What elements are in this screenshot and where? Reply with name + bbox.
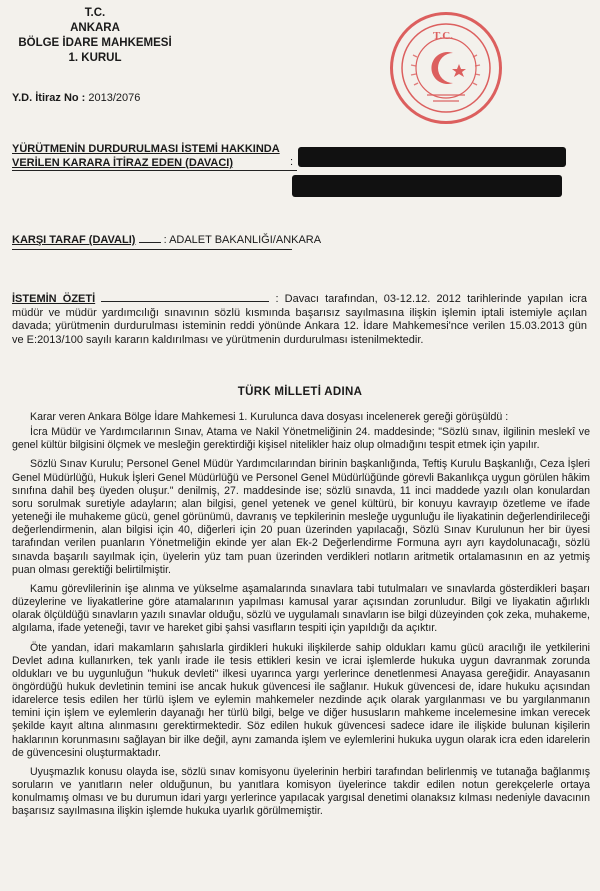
paragraph-dispute: Uyuşmazlık konusu olayda ise, sözlü sınav komisyonu üyelerinin herbiri tarafından belirlenmiş ve tutanağa bağlanmış soruların ve yanıtların neler olduğunun, bu yanıtlara komisyon üyelerince takdir edilen notun gerekçelerle ortaya konulmamış olması ve bu durumun idari yargı yerlerince yapılacak yargısal denetimi olanaksız kılması nedeniyle davacının başarısız sayılmasına ilişkin işlemde hukuka uyarlık görülmemiştir.: [12, 765, 590, 818]
respondent-label-rule: [139, 242, 161, 243]
summary-label-rule: [101, 301, 269, 302]
applicant-title-2: VERİLEN KARARA İTİRAZ EDEN (DAVACI): [12, 157, 234, 169]
decision-body: [12, 411, 590, 825]
respondent-label: KARŞI TARAF (DAVALI): [12, 234, 136, 246]
document-heading: TÜRK MİLLETİ ADINA: [237, 386, 363, 398]
summary-label: İSTEMİN ÖZETİ: [12, 293, 96, 305]
applicant-title-1: YÜRÜTMENİN DURDURULMASI İSTEMİ HAKKINDA: [12, 143, 280, 155]
paragraph-public-service: Kamu görevlilerinin işe alınma ve yükselme aşamalarında sınavlara tabi tutulmaları ve sınavlarda gösterdikleri başarı düzeylerine ve liyakatlerine göre atamalarının yapılması kamusal yarar açısından zorunludur. Bilgi ve liyakatin ağırlıklı olarak ölçüldüğü sınavların yazılı sınavlar olduğu, sözlü ve uygulamalı sınavların ise bilgi düzeyinden çok zeka, muhakeme, algılama, ifade yeteneği, tavır ve hareket gibi şahsi vasıfların tespiti için yapıldığı da açıktır.: [12, 582, 590, 635]
header-court: BÖLGE İDARE MAHKEMESİ: [18, 37, 172, 49]
redacted-address-block: [292, 175, 562, 197]
respondent-value: : ADALET BAKANLIĞI/ANKARA: [163, 234, 322, 246]
summary-text: : Davacı tarafından, 03-12.12. 2012 tarihlerinde yapılan icra müdür ve müdür yardımcılığı sınavının sözlü kısmında başarısız sayılmasına ilişkin işlemin iptali istemiyle açılan davada; yürütmenin durdurulması isteminin reddi yönünde Ankara 12. İdare Mahkemesi'nce verilen 15.03.2013 gün ve E:2013/100 sayılı kararın kaldırılması ve yürütmenin durdurulması istenilmektedir.: [12, 293, 587, 346]
header-city: ANKARA: [70, 22, 120, 34]
applicant-separator: :: [290, 156, 294, 168]
paragraph-regulation: İcra Müdür ve Yardımcılarının Sınav, Atama ve Nakil Yönetmeliğinin 24. maddesinde; "Sözlü sınav, ilgilinin meslekî ve genel kültür bilgisini ölçmek ve mesleğin gerektirdiği kişisel nitelikler haiz olup olmadığını tespit etmek için yapılır.: [12, 426, 590, 452]
applicant-underline: [12, 170, 297, 171]
redacted-name-block: [298, 147, 566, 167]
stamp-text: T.C.: [433, 30, 453, 42]
case-number: [12, 92, 140, 104]
case-number-value: 2013/2076: [88, 92, 141, 104]
paragraph-oral-exam-board: Sözlü Sınav Kurulu; Personel Genel Müdür Yardımcılarından birinin başkanlığında, Teftiş Kurulu Başkanlığı, Ceza İşleri Genel Müdürlüğü, Hukuk İşleri Genel Müdürlüğü ve Personel Genel Müdürlüğünde görevli Bakanlıkça uygun görülen hâkim sınıfına dahil beş üyeden oluşur." denilmiş, 27. maddesinde ise; sözlü sınavda, 11 inci maddede yazılı olan konulardan soru sorulmak suretiyle adayların; alan bilgisi, genel yetenek ve genel kültürü, bir konuyu kavrayıp özetleme ve ifade yeteneği ile muhakeme gücü, genel görünümü, davranış ve tepkilerinin mesleğe uygunluğu ile liyakatinin değerlendirileceği değerlendirmenin, alan bilgisi için 40, diğerleri için 20 puan üzerinden yapılacağı, Sözlü Sınav Kurulunun her bir üyesi tarafından verilen puanların Yönetmeliğin ekinde yer alan Ek-2 Değerlendirme Formuna ayrı ayrı kaydolunacağı, sözlü sınavda başarılı sayılmak için, üyelerin yüz tam puan üzerinden verdikleri notların aritmetik ortalamasının en az yetmiş puan olması gerektiği belirtilmiştir.: [12, 458, 590, 576]
paragraph-intro: Karar veren Ankara Bölge İdare Mahkemesi 1. Kurulunca dava dosyası incelenerek gereği görüşüldü :: [30, 411, 509, 423]
official-stamp-icon: [390, 12, 502, 124]
applicant-section: [12, 142, 280, 170]
header-chamber: 1. KURUL: [68, 52, 122, 64]
request-summary: [12, 293, 587, 347]
court-header: [0, 6, 190, 66]
header-tc: T.C.: [84, 7, 106, 19]
case-number-label: Y.D. İtiraz No :: [12, 92, 86, 104]
respondent-row: [12, 234, 321, 246]
respondent-underline: [12, 249, 292, 250]
paragraph-rule-of-law: Öte yandan, idari makamların şahıslarla girdikleri hukuki ilişkilerde sahip oldukları kamu gücü aracılığı ile yetkilerini Devlet adına kullanırken, tek yanlı irade ile tesis ettikleri kesin ve icrai işlemlerde hukuka uygun davranmak zorunda oldukları ve bu uygunluğun "hukuk devleti" ilkesi uyarınca yargı yerlerince denetlenmesi Anayasa gereğidir. Anayasanın öngördüğü hukuk devletinin temini ise ancak hukuk güvencesi ile sağlanır. Hukuk güvencesi de, idare hukuku açısından idarelerce tesis edilen her türlü işlem ve eylemin mahkemeler nezdinde açık olarak yargılanması ve bu yargılanmanın temini için işlem ve eylemlerin dayanağı her türlü bilgi, belge ve diğer hususların mahkeme incelemesine imkan verecek şekilde kayıt altına alınmasını gerektirmektedir. Söz edilen hukuk güvencesi sadece idare ile ilişkide bulunan kişilerin haklarının korunmasını sağlayan bir ilke değil, aynı zamanda işlem ve eylemlerini hukuka uygun olarak icra eden idarelerin de güvencesini oluşturmaktadır.: [12, 641, 590, 759]
